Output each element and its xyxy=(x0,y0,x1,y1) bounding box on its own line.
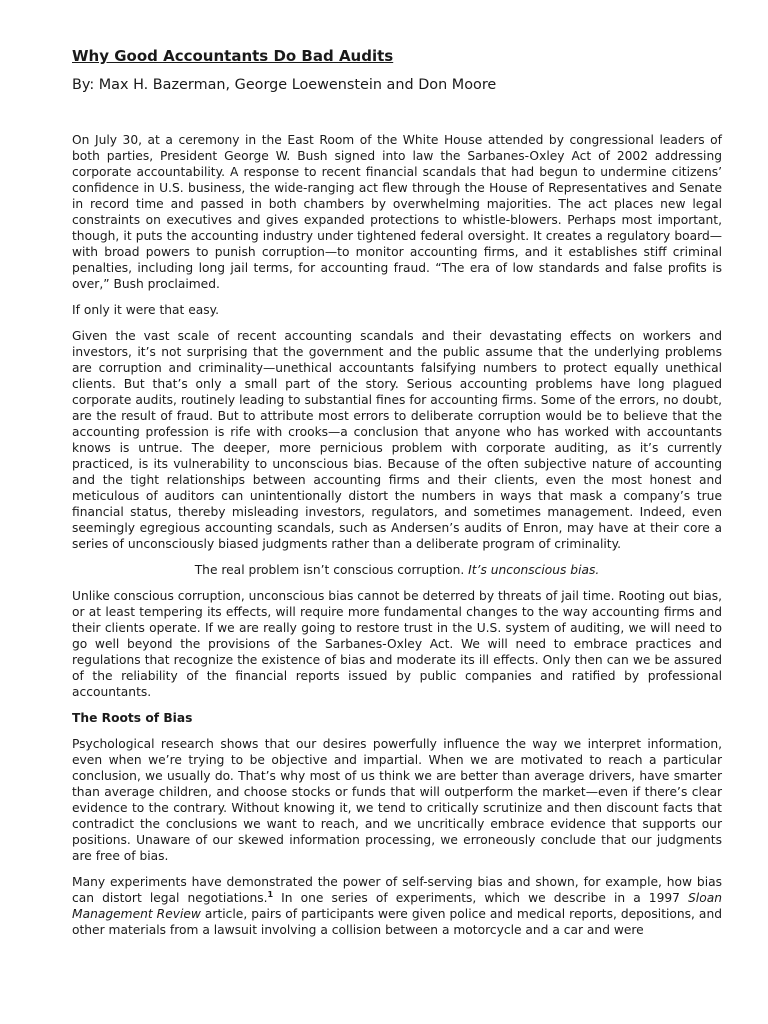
pull-quote-plain: The real problem isn’t conscious corruption. xyxy=(194,563,469,577)
experiments-text-c: article, pairs of participants were given police and medical reports, depositions, and other materials from a lawsuit involving a collision between a motorcycle and a car and were xyxy=(72,907,722,937)
experiments-text-b: In one series of experiments, which we describe in a 1997 xyxy=(273,891,689,905)
paragraph-psych-research: Psychological research shows that our desires powerfully influence the way we interpret information, even when we’re trying to be objective and impartial. When we are motivated to reach a particular conclusion, we usually do. That’s why most of us think we are better than average drivers, have smarter than average children, and choose stocks or funds that will outperform the market—even if there’s clear evidence to the contrary. Without knowing it, we tend to critically scrutinize and then discount facts that contradict the conclusions we want to reach, and we uncritically embrace evidence that supports our positions. Unaware of our skewed information processing, we erroneously conclude that our judgments are free of bias. xyxy=(72,737,722,863)
paragraph-if-only: If only it were that easy. xyxy=(72,303,220,317)
footnote-marker: 1 xyxy=(267,889,274,899)
pull-quote xyxy=(72,562,722,578)
paragraph-intro: On July 30, at a ceremony in the East Room of the White House attended by congressional leaders of both parties, President George W. Bush signed into law the Sarbanes-Oxley Act of 2002 addressing corporate accountability. A response to recent financial scandals that had begun to undermine citizens’ confidence in U.S. business, the wide-ranging act flew through the House of Representatives and Senate in record time and passed in both chambers by overwhelming majorities. The act places new legal constraints on executives and gives expanded protections to whistle-blowers. Perhaps most important, though, it puts the accounting industry under tightened federal oversight. It creates a regulatory board—with broad powers to punish corruption—to monitor accounting firms, and it establishes stiff criminal penalties, including long jail terms, for accounting fraud. “The era of low standards and false profits is over,” Bush proclaimed. xyxy=(72,133,722,291)
article-authors: By: Max H. Bazerman, George Loewenstein and Don Moore xyxy=(72,77,497,93)
paragraph-experiments xyxy=(72,874,722,938)
article-title: Why Good Accountants Do Bad Audits xyxy=(72,47,394,65)
section-heading-roots-of-bias: The Roots of Bias xyxy=(72,711,193,725)
paragraph-scandals: Given the vast scale of recent accounting scandals and their devastating effects on workers and investors, it’s not surprising that the government and the public assume that the underlying problems are corruption and criminality—unethical accountants falsifying numbers to protect equally unethical clients. But that’s only a small part of the story. Serious accounting problems have long plagued corporate audits, routinely leading to substantial fines for accounting firms. Some of the errors, no doubt, are the result of fraud. But to attribute most errors to deliberate corruption would be to believe that the accounting profession is rife with crooks—a conclusion that anyone who has worked with accountants knows is untrue. The deeper, more pernicious problem with corporate auditing, as it’s currently practiced, is its vulnerability to unconscious bias. Because of the often subjective nature of accounting and the tight relationships between accounting firms and their clients, even the most honest and meticulous of auditors can unintentionally distort the numbers in ways that mask a company’s true financial status, thereby misleading investors, regulators, and sometimes management. Indeed, even seemingly egregious accounting scandals, such as Andersen’s audits of Enron, may have at their core a series of unconsciously biased judgments rather than a deliberate program of criminality. xyxy=(72,329,722,551)
experiments-text-a: Many experiments have demonstrated the power of self-serving bias and shown, for example, how bias can distort legal negotiations. xyxy=(72,875,722,905)
journal-title: Sloan Management Review xyxy=(72,891,722,921)
article-body xyxy=(72,132,722,948)
paragraph-unconscious-bias: Unlike conscious corruption, unconscious bias cannot be deterred by threats of jail time. Rooting out bias, or at least tempering its effects, will require more fundamental changes to the way accounting firms and their clients operate. If we are really going to restore trust in the U.S. system of auditing, we will need to go well beyond the provisions of the Sarbanes-Oxley Act. We will need to embrace practices and regulations that recognize the existence of bias and moderate its ill effects. Only then can we be assured of the reliability of the financial reports issued by public companies and ratified by professional accountants. xyxy=(72,589,722,699)
pull-quote-italic: It’s unconscious bias. xyxy=(468,563,600,577)
